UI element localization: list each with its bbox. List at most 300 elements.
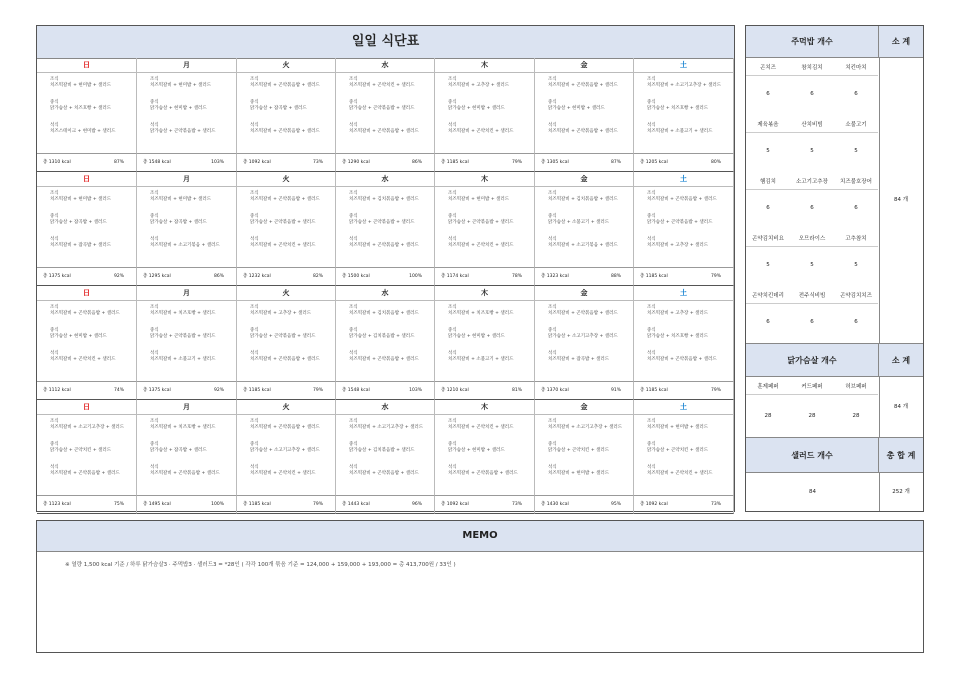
kcal-percent: 78% (511, 274, 522, 279)
memo-panel (36, 520, 924, 653)
meal-entry (548, 237, 633, 260)
kcal-total: 총 1092 kcal (441, 502, 469, 507)
kcal-total: 총 1185 kcal (243, 502, 271, 507)
meal-items: 치즈떡갈비 + 소고기고추장 + 샐러드 (647, 83, 722, 88)
chicken-name: 커드페퍼 (790, 379, 834, 395)
meal-items: 치즈떡갈비 + 곤약볶음밥 + 샐러드 (150, 471, 220, 476)
meal-label: 조식 (548, 77, 557, 82)
meal-label: 석식 (647, 123, 656, 128)
kcal-percent: 100% (211, 502, 224, 507)
meal-items: 치즈떡갈비 + 곤약볶음밥 + 샐러드 (349, 129, 419, 134)
meal-entry (548, 214, 633, 237)
meal-label: 석식 (548, 465, 557, 470)
meal-entry (448, 442, 534, 465)
day-total (435, 381, 535, 400)
rice-count-header: 주먹밥 개수 (746, 26, 879, 58)
meal-items: 치즈떡갈비 + 김치볶음밥 + 샐러드 (349, 311, 419, 316)
meal-entry (448, 328, 534, 351)
day-header: 木 (435, 400, 535, 415)
meal-entry (50, 442, 136, 465)
meal-items: 닭가슴살 + 곤약볶음밥 + 샐러드 (647, 220, 713, 225)
meal-label: 중식 (250, 214, 259, 219)
meal-items: 닭가슴살 + 곤약볶음밥 + 샐러드 (250, 334, 316, 339)
meal-items: 치즈떡갈비 + 곤약볶음밥 + 샐러드 (50, 471, 120, 476)
daily-menu-table (36, 25, 735, 512)
rice-name: 전주식비빔 (790, 288, 834, 304)
kcal-percent: 86% (213, 274, 224, 279)
meal-label: 중식 (448, 328, 457, 333)
day-header: 火 (237, 400, 336, 415)
meal-items: 치즈떡갈비 + 곤약볶음밥 + 샐러드 (250, 425, 320, 430)
meal-label: 중식 (548, 100, 557, 105)
meal-items: 닭가슴살 + 현미밥 + 샐러드 (448, 334, 505, 339)
meal-label: 석식 (250, 123, 259, 128)
meal-entry (250, 305, 335, 328)
meal-entry (50, 123, 136, 146)
meal-items: 치즈떡갈비 + 치즈호빵 + 샐러드 (150, 425, 216, 430)
grand-total-header: 총 합 계 (879, 437, 923, 473)
day-header: 火 (237, 286, 336, 301)
day-meals (336, 301, 435, 381)
day-total (634, 267, 734, 286)
kcal-total: 총 1112 kcal (43, 388, 71, 393)
rice-name: 소불고기 (834, 117, 878, 133)
kcal-percent: 75% (113, 502, 124, 507)
day-header: 月 (137, 400, 237, 415)
meal-items: 치즈떡갈비 + 현미밥 + 샐러드 (50, 83, 112, 88)
meal-label: 중식 (150, 214, 159, 219)
meal-entry (448, 214, 534, 237)
kcal-total: 총 1205 kcal (640, 160, 668, 165)
day-header: 木 (435, 286, 535, 301)
meal-label: 중식 (50, 100, 59, 105)
rice-name: 곤약김치비요 (746, 231, 790, 247)
meal-label: 조식 (349, 419, 358, 424)
meal-items: 치즈떡갈비 + 곤약볶음밥 + 샐러드 (548, 129, 618, 134)
meal-label: 석식 (448, 465, 457, 470)
chicken-name: 훈제페퍼 (746, 379, 790, 395)
day-meals (535, 187, 634, 267)
meal-label: 중식 (50, 214, 59, 219)
meal-items: 닭가슴살 + 곤약볶음밥 + 샐러드 (150, 334, 216, 339)
meal-entry (250, 465, 335, 488)
rice-count: 5 (766, 148, 770, 154)
rice-count: 6 (854, 319, 858, 325)
meal-label: 석식 (647, 465, 656, 470)
day-meals (37, 415, 137, 495)
meal-label: 석식 (150, 351, 159, 356)
divider (879, 58, 880, 343)
meal-items: 치즈떡갈비 + 곤약볶음밥 + 샐러드 (50, 311, 120, 316)
meal-items: 치즈떡갈비 + 소불고기 + 샐러드 (647, 129, 713, 134)
meal-entry (647, 351, 733, 374)
meal-label: 중식 (250, 100, 259, 105)
day-header: 月 (137, 172, 237, 187)
day-meals (137, 73, 237, 153)
meal-entry (448, 419, 534, 442)
meal-entry (448, 237, 534, 260)
kcal-percent: 87% (113, 160, 124, 165)
meal-items: 닭가슴살 + 곤약치킨 + 샐러드 (548, 448, 610, 453)
meal-label: 석식 (50, 465, 59, 470)
day-total (137, 381, 237, 400)
chicken-count-header: 닭가슴살 개수 (746, 343, 879, 377)
meal-entry (647, 419, 733, 442)
day-meals (237, 73, 336, 153)
kcal-percent: 88% (610, 274, 621, 279)
meal-items: 닭가슴살 + 김치볶음밥 + 샐러드 (349, 334, 415, 339)
meal-items: 치즈떡갈비 + 곤약볶음밥 + 샐러드 (548, 311, 618, 316)
day-header: 土 (634, 286, 734, 301)
rice-name: 제육볶음 (746, 117, 790, 133)
meal-items: 닭가슴살 + 잡곡밥 + 샐러드 (150, 448, 207, 453)
rice-name: 치즈불호장어 (834, 174, 878, 190)
meal-label: 중식 (448, 442, 457, 447)
day-header: 金 (535, 58, 634, 73)
week-row (37, 58, 734, 172)
meal-items: 닭가슴살 + 치즈호빵 + 샐러드 (647, 106, 709, 111)
meal-label: 중식 (349, 328, 358, 333)
day-meals (634, 187, 734, 267)
meal-entry (250, 77, 335, 100)
meal-items: 닭가슴살 + 현미밥 + 샐러드 (50, 334, 107, 339)
meal-items: 닭가슴살 + 곤약볶음밥 + 샐러드 (250, 220, 316, 225)
meal-entry (548, 123, 633, 146)
meal-entry (448, 191, 534, 214)
meal-entry (548, 191, 633, 214)
meal-entry (647, 442, 733, 465)
kcal-total: 총 1185 kcal (640, 388, 668, 393)
rice-count: 6 (810, 319, 814, 325)
meal-items: 닭가슴살 + 곤약치킨 + 샐러드 (647, 448, 709, 453)
meal-entry (349, 465, 434, 488)
day-meals (336, 415, 435, 495)
meal-items: 치즈떡갈비 + 곤약치킨 + 샐러드 (349, 83, 415, 88)
kcal-total: 총 1500 kcal (342, 274, 370, 279)
meal-label: 석식 (50, 123, 59, 128)
day-total (336, 153, 435, 172)
day-meals (336, 73, 435, 153)
day-header: 水 (336, 172, 435, 187)
meal-label: 중식 (150, 328, 159, 333)
meal-label: 중식 (349, 100, 358, 105)
meal-entry (548, 351, 633, 374)
kcal-percent: 73% (511, 502, 522, 507)
salad-count-header: 샐러드 개수 (746, 437, 879, 473)
rice-count: 6 (854, 91, 858, 97)
day-header: 土 (634, 172, 734, 187)
meal-entry (349, 328, 434, 351)
day-meals (237, 187, 336, 267)
rice-name: 곤약김치치즈 (834, 288, 878, 304)
day-header: 日 (37, 286, 137, 301)
meal-items: 닭가슴살 + 소불고기 + 샐러드 (548, 220, 610, 225)
meal-entry (50, 305, 136, 328)
rice-name: 참치김치 (790, 60, 834, 76)
rice-count: 5 (854, 262, 858, 268)
day-total (336, 381, 435, 400)
kcal-percent: 96% (411, 502, 422, 507)
day-meals (37, 73, 137, 153)
rice-subtotal-header: 소 계 (879, 26, 923, 58)
meal-label: 중식 (349, 214, 358, 219)
meal-label: 석식 (50, 351, 59, 356)
meal-entry (349, 214, 434, 237)
day-meals (435, 73, 535, 153)
meal-label: 조식 (349, 305, 358, 310)
meal-label: 조식 (548, 419, 557, 424)
day-total (634, 381, 734, 400)
meal-items: 치즈떡갈비 + 현미밥 + 샐러드 (548, 471, 610, 476)
meal-label: 조식 (647, 77, 656, 82)
day-header: 日 (37, 172, 137, 187)
meal-items: 닭가슴살 + 곤약볶음밥 + 샐러드 (349, 106, 415, 111)
meal-entry (349, 419, 434, 442)
memo-header: MEMO (37, 521, 923, 552)
meal-entry (349, 351, 434, 374)
meal-entry (250, 237, 335, 260)
kcal-total: 총 1290 kcal (342, 160, 370, 165)
day-total (435, 495, 535, 514)
meal-entry (150, 442, 236, 465)
kcal-total: 총 1232 kcal (243, 274, 271, 279)
meal-label: 조식 (548, 305, 557, 310)
meal-items: 닭가슴살 + 소고기고추장 + 샐러드 (250, 448, 320, 453)
meal-label: 중식 (150, 100, 159, 105)
rice-count: 5 (766, 262, 770, 268)
meal-label: 중식 (548, 442, 557, 447)
meal-items: 치즈떡갈비 + 현미밥 + 샐러드 (150, 83, 212, 88)
rice-count: 6 (810, 91, 814, 97)
meal-label: 조식 (448, 77, 457, 82)
meal-entry (448, 351, 534, 374)
meal-entry (349, 123, 434, 146)
kcal-total: 총 1430 kcal (541, 502, 569, 507)
meal-entry (250, 442, 335, 465)
meal-entry (250, 328, 335, 351)
day-meals (634, 73, 734, 153)
meal-entry (150, 305, 236, 328)
meal-entry (150, 237, 236, 260)
chicken-subtotal-header: 소 계 (879, 343, 923, 377)
kcal-total: 총 1548 kcal (143, 160, 171, 165)
meal-items: 치즈떡갈비 + 현미밥 + 샐러드 (50, 197, 112, 202)
kcal-total: 총 1310 kcal (43, 160, 71, 165)
day-meals (435, 301, 535, 381)
meal-label: 조식 (50, 419, 59, 424)
meal-entry (548, 77, 633, 100)
meal-items: 치즈떡갈비 + 현미밥 + 샐러드 (150, 197, 212, 202)
meal-items: 닭가슴살 + 곤약볶음밥 + 샐러드 (448, 220, 514, 225)
meal-items: 닭가슴살 + 소고기고추장 + 샐러드 (548, 334, 618, 339)
meal-label: 석식 (448, 237, 457, 242)
rice-count: 5 (810, 262, 814, 268)
meal-entry (647, 305, 733, 328)
meal-entry (150, 123, 236, 146)
kcal-percent: 87% (610, 160, 621, 165)
kcal-total: 총 1210 kcal (441, 388, 469, 393)
kcal-total: 총 1370 kcal (541, 388, 569, 393)
meal-label: 조식 (548, 191, 557, 196)
meal-label: 석식 (647, 237, 656, 242)
meal-label: 석식 (150, 123, 159, 128)
kcal-total: 총 1174 kcal (441, 274, 469, 279)
kcal-percent: 73% (710, 502, 721, 507)
meal-items: 치즈떡갈비 + 소고기고추장 + 샐러드 (50, 425, 125, 430)
week-row (37, 172, 734, 286)
kcal-total: 총 1375 kcal (43, 274, 71, 279)
kcal-percent: 92% (113, 274, 124, 279)
meal-entry (50, 191, 136, 214)
meal-entry (448, 77, 534, 100)
meal-items: 닭가슴살 + 김치볶음밥 + 샐러드 (349, 448, 415, 453)
meal-label: 석식 (548, 351, 557, 356)
meal-entry (548, 305, 633, 328)
chicken-count: 28 (808, 413, 816, 419)
meal-items: 닭가슴살 + 현미밥 + 샐러드 (448, 448, 505, 453)
day-header: 火 (237, 58, 336, 73)
meal-items: 치즈떡갈비 + 곤약치킨 + 샐러드 (647, 471, 713, 476)
meal-items: 치즈떡갈비 + 곤약볶음밥 + 샐러드 (250, 197, 320, 202)
meal-entry (150, 191, 236, 214)
salad-count: 84 (809, 489, 816, 495)
meal-entry (349, 191, 434, 214)
meal-entry (250, 419, 335, 442)
kcal-total: 총 1185 kcal (441, 160, 469, 165)
meal-label: 조식 (50, 191, 59, 196)
meal-items: 치즈떡갈비 + 곤약볶음밥 + 샐러드 (448, 471, 518, 476)
meal-items: 치즈떡갈비 + 곤약볶음밥 + 샐러드 (349, 357, 419, 362)
kcal-total: 총 1443 kcal (342, 502, 370, 507)
day-header: 金 (535, 172, 634, 187)
meal-entry (50, 237, 136, 260)
meal-items: 치즈떡갈비 + 김치볶음밥 + 샐러드 (548, 197, 618, 202)
day-header: 土 (634, 58, 734, 73)
meal-items: 닭가슴살 + 곤약치킨 + 샐러드 (50, 448, 112, 453)
meal-items: 닭가슴살 + 곤약볶음밥 + 샐러드 (150, 129, 216, 134)
day-header: 月 (137, 286, 237, 301)
kcal-total: 총 1092 kcal (243, 160, 271, 165)
side-summary (745, 25, 924, 512)
day-total (535, 495, 634, 514)
day-total (634, 153, 734, 172)
meal-items: 치즈떡갈비 + 잡곡밥 + 샐러드 (548, 357, 610, 362)
meal-items: 치즈떡갈비 + 곤약볶음밥 + 샐러드 (250, 83, 320, 88)
chicken-count: 28 (764, 413, 772, 419)
meal-items: 치즈떡갈비 + 곤약볶음밥 + 샐러드 (349, 243, 419, 248)
day-total (137, 267, 237, 286)
kcal-percent: 86% (411, 160, 422, 165)
meal-items: 치즈떡갈비 + 고추장 + 샐러드 (647, 243, 709, 248)
meal-items: 치즈떡갈비 + 곤약치킨 + 샐러드 (50, 357, 116, 362)
meal-entry (50, 100, 136, 123)
meal-label: 조식 (250, 419, 259, 424)
meal-items: 닭가슴살 + 곤약볶음밥 + 샐러드 (349, 220, 415, 225)
divider (879, 473, 880, 511)
kcal-total: 총 1185 kcal (243, 388, 271, 393)
meal-items: 치즈떡갈비 + 곤약치킨 + 샐러드 (448, 129, 514, 134)
meal-label: 조식 (50, 77, 59, 82)
day-header: 金 (535, 286, 634, 301)
meal-label: 조식 (50, 305, 59, 310)
meal-items: 치즈떡갈비 + 고추장 + 샐러드 (448, 83, 510, 88)
meal-label: 석식 (349, 237, 358, 242)
week-row (37, 400, 734, 514)
meal-items: 치즈떡갈비 + 곤약치킨 + 샐러드 (250, 243, 316, 248)
rice-name: 고추참치 (834, 231, 878, 247)
meal-items: 치즈떡갈비 + 곤약치킨 + 샐러드 (448, 243, 514, 248)
meal-items: 닭가슴살 + 치즈호빵 + 샐러드 (50, 106, 112, 111)
meal-items: 닭가슴살 + 치즈호빵 + 샐러드 (647, 334, 709, 339)
kcal-percent: 103% (409, 388, 422, 393)
meal-label: 석식 (349, 123, 358, 128)
day-total (435, 267, 535, 286)
day-total (535, 267, 634, 286)
day-header: 水 (336, 58, 435, 73)
meal-items: 닭가슴살 + 현미밥 + 샐러드 (448, 106, 505, 111)
day-total (535, 381, 634, 400)
meal-entry (548, 442, 633, 465)
meal-items: 치즈떡갈비 + 고추장 + 샐러드 (250, 311, 312, 316)
kcal-percent: 79% (312, 502, 323, 507)
rice-name: 곤치즈 (746, 60, 790, 76)
meal-entry (548, 465, 633, 488)
meal-label: 조식 (448, 191, 457, 196)
meal-entry (647, 214, 733, 237)
day-header: 日 (37, 58, 137, 73)
kcal-percent: 95% (610, 502, 621, 507)
rice-total: 84 개 (893, 197, 909, 203)
kcal-total: 총 1295 kcal (143, 274, 171, 279)
day-total (237, 267, 336, 286)
meal-entry (250, 191, 335, 214)
meal-items: 치즈떡갈비 + 소고기고추장 + 샐러드 (349, 425, 424, 430)
meal-label: 조식 (150, 77, 159, 82)
meal-items: 닭가슴살 + 잡곡밥 + 샐러드 (250, 106, 307, 111)
meal-entry (548, 100, 633, 123)
meal-label: 조식 (150, 191, 159, 196)
day-meals (37, 301, 137, 381)
meal-items: 치즈떡갈비 + 현미밥 + 샐러드 (647, 425, 709, 430)
meal-label: 중식 (50, 442, 59, 447)
meal-label: 석식 (349, 351, 358, 356)
meal-entry (150, 77, 236, 100)
meal-label: 석식 (50, 237, 59, 242)
meal-entry (150, 419, 236, 442)
rice-count: 6 (766, 319, 770, 325)
meal-label: 중식 (647, 214, 656, 219)
meal-entry (250, 351, 335, 374)
meal-items: 치즈떡갈비 + 고추장 + 샐러드 (647, 311, 709, 316)
kcal-percent: 81% (511, 388, 522, 393)
day-header: 木 (435, 58, 535, 73)
meal-entry (548, 328, 633, 351)
kcal-total: 총 1548 kcal (342, 388, 370, 393)
meal-items: 치즈떡갈비 + 곤약볶음밥 + 샐러드 (548, 83, 618, 88)
meal-entry (448, 123, 534, 146)
meal-label: 조식 (647, 419, 656, 424)
meal-items: 닭가슴살 + 현미밥 + 샐러드 (548, 106, 605, 111)
rice-count: 6 (854, 205, 858, 211)
day-total (137, 153, 237, 172)
kcal-total: 총 1305 kcal (541, 160, 569, 165)
meal-entry (50, 465, 136, 488)
meal-entry (150, 465, 236, 488)
day-header: 水 (336, 400, 435, 415)
meal-label: 석식 (349, 465, 358, 470)
meal-items: 치즈떡갈비 + 치즈호빵 + 샐러드 (448, 311, 514, 316)
meal-entry (150, 100, 236, 123)
